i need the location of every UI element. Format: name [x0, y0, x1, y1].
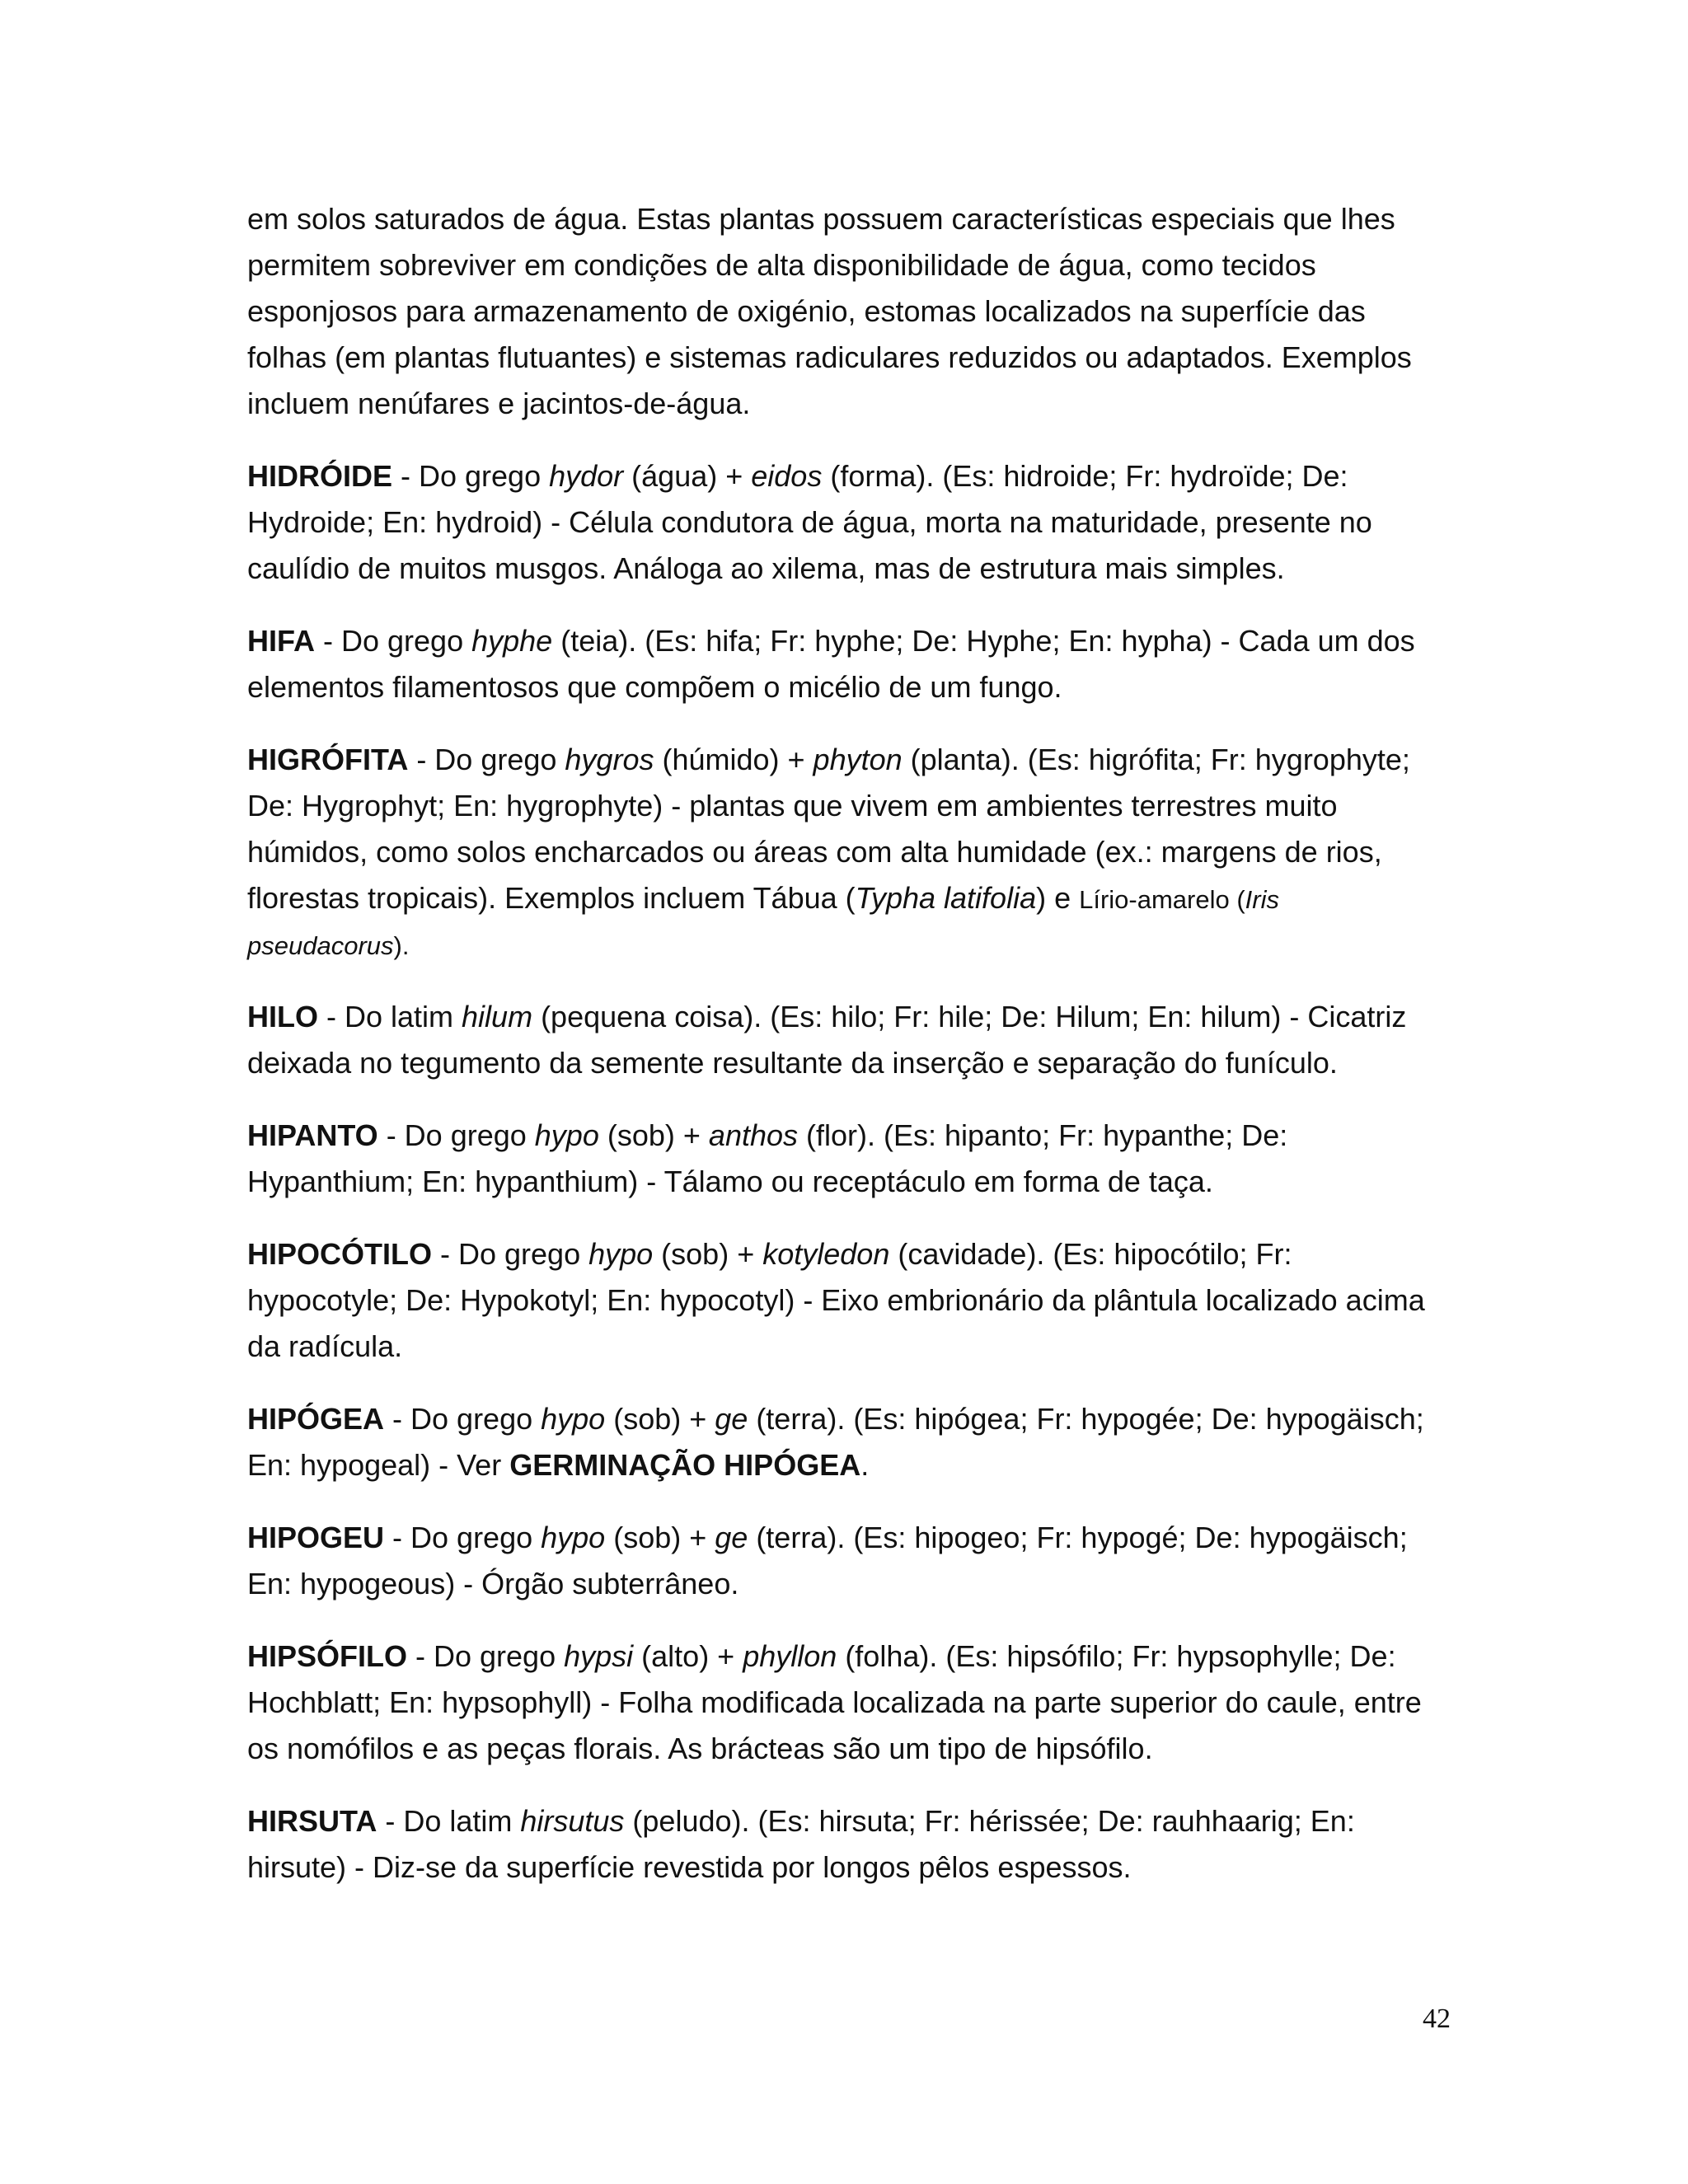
entry-italic-text: ge	[715, 1402, 748, 1436]
entry-italic-text: ge	[715, 1521, 748, 1554]
glossary-entry	[247, 1396, 1442, 1488]
entry-text: (teia). (Es: hifa; Fr: hyphe; De: Hyphe; En: hypha) - Cada um dos elementos filamentosos que compõem o micélio de um fungo.	[247, 624, 1415, 704]
entry-text: - Do grego	[384, 1521, 542, 1554]
entry-text: (água) +	[623, 459, 752, 493]
entry-small-text: ).	[393, 931, 410, 960]
entry-italic-text: kotyledon	[762, 1237, 890, 1271]
entry-text: - Do grego	[315, 624, 472, 658]
entry-text: - Do grego	[432, 1237, 589, 1271]
continued-paragraph	[247, 196, 1442, 427]
entry-text: - Do latim	[318, 1000, 462, 1033]
entry-text: ) e	[1036, 881, 1080, 915]
entry-text: (pequena coisa). (Es: hilo; Fr: hile; De: Hilum; En: hilum) - Cicatriz deixada no tegumento da semente resultante da inserção e separação do funículo.	[247, 1000, 1407, 1080]
entry-italic-text: eidos	[751, 459, 823, 493]
entry-italic-text: hyphe	[471, 624, 553, 658]
entry-italic-text: phyllon	[743, 1639, 837, 1673]
entry-text: - Do grego	[392, 459, 550, 493]
entry-text: - Do grego	[407, 1639, 565, 1673]
glossary-entry	[247, 1113, 1442, 1205]
entry-text: (peludo). (Es: hirsuta; Fr: hérissée; De: rauhhaarig; En: hirsute) - Diz-se da superfície revestida por longos pêlos espessos.	[247, 1804, 1355, 1884]
entry-text: - Do grego	[384, 1402, 542, 1436]
entry-text: - Do latim	[377, 1804, 521, 1838]
entry-text: - Do grego	[408, 743, 565, 776]
entry-text: .	[860, 1448, 870, 1482]
entry-italic-text: hypo	[588, 1237, 654, 1271]
entry-italic-text: hirsutus	[520, 1804, 625, 1838]
entry-italic-text: anthos	[708, 1118, 799, 1152]
entry-text: (húmido) +	[654, 743, 814, 776]
entry-text: (sob) +	[653, 1237, 763, 1271]
entry-italic-text: hilum	[462, 1000, 533, 1033]
entry-italic-text: hydor	[549, 459, 624, 493]
entry-italic-text: Typha latifolia	[855, 881, 1037, 915]
entry-italic-text: hypo	[541, 1521, 606, 1554]
entry-small-text: Lírio-amarelo (	[1079, 885, 1245, 914]
entry-term: GERMINAÇÃO HIPÓGEA	[509, 1448, 861, 1482]
glossary-entry	[247, 737, 1442, 968]
entry-small-italic-text: Iris pseudacorus	[247, 885, 1279, 960]
entry-term: HIGRÓFITA	[247, 743, 409, 776]
entry-text: (terra). (Es: hipógea; Fr: hypogée; De: hypogäisch; En: hypogeal) - Ver	[247, 1402, 1424, 1482]
glossary-entry	[247, 453, 1442, 592]
glossary-entry	[247, 1231, 1442, 1370]
glossary-entry	[247, 1798, 1442, 1891]
glossary-entry	[247, 1633, 1442, 1772]
entry-term: HILO	[247, 1000, 318, 1033]
entry-text: (sob) +	[605, 1402, 715, 1436]
glossary-entry	[247, 994, 1442, 1086]
entry-text: (sob) +	[598, 1118, 709, 1152]
glossary-entries	[247, 196, 1442, 1917]
entry-term: HIDRÓIDE	[247, 459, 393, 493]
glossary-entry	[247, 618, 1442, 710]
glossary-entry	[247, 1515, 1442, 1607]
entry-italic-text: phyton	[813, 743, 903, 776]
entry-text: (sob) +	[605, 1521, 715, 1554]
page-number: 42	[1423, 2004, 1451, 2034]
entry-text: (cavidade). (Es: hipocótilo; Fr: hypocotyle; De: Hypokotyl; En: hypocotyl) - Eixo embrionário da plântula localizado acima da radícula.	[247, 1237, 1425, 1363]
entry-term: HIPOCÓTILO	[247, 1237, 432, 1271]
entry-text: (folha). (Es: hipsófilo; Fr: hypsophylle; De: Hochblatt; En: hypsophyll) - Folha modificada localizada na parte superior do caule, entre os nomófilos e as peças florais. As brácteas são um tipo de hipsófilo.	[247, 1639, 1422, 1765]
entry-term: HIPOGEU	[247, 1521, 385, 1554]
entry-term: HIFA	[247, 624, 316, 658]
entry-italic-text: hypo	[534, 1118, 599, 1152]
entry-text: (forma). (Es: hidroide; Fr: hydroïde; De: Hydroide; En: hydroid) - Célula condutora de água, morta na maturidade, presente no caulídio de muitos musgos. Análoga ao xilema, mas de estrutura mais simples.	[247, 459, 1372, 585]
entry-text: em solos saturados de água. Estas plantas possuem características especiais que lhes permitem sobreviver em condições de alta disponibilidade de água, como tecidos esponjosos para armazenamento de oxigénio, estomas localizados na superfície das folhas (em plantas flutuantes) e sistemas radiculares reduzidos ou adaptados. Exemplos incluem nenúfares e jacintos-de-água.	[247, 202, 1412, 420]
entry-text: - Do grego	[377, 1118, 535, 1152]
entry-term: HIPANTO	[247, 1118, 378, 1152]
entry-text: (terra). (Es: hipogeo; Fr: hypogé; De: hypogäisch; En: hypogeous) - Órgão subterrâneo.	[247, 1521, 1408, 1601]
entry-term: HIPÓGEA	[247, 1402, 385, 1436]
entry-italic-text: hypsi	[564, 1639, 634, 1673]
entry-text: (alto) +	[633, 1639, 743, 1673]
entry-italic-text: hygros	[565, 743, 654, 776]
entry-text: (planta). (Es: higrófita; Fr: hygrophyte; De: Hygrophyt; En: hygrophyte) - plantas que vivem em ambientes terrestres muito húmidos, como solos encharcados ou áreas com alta humidade (ex.: margens de rios, florestas tropicais). Exemplos incluem Tábua (	[247, 743, 1410, 915]
entry-term: HIRSUTA	[247, 1804, 377, 1838]
entry-text: (flor). (Es: hipanto; Fr: hypanthe; De: Hypanthium; En: hypanthium) - Tálamo ou receptáculo em forma de taça.	[247, 1118, 1288, 1198]
entry-term: HIPSÓFILO	[247, 1639, 408, 1673]
entry-italic-text: hypo	[541, 1402, 606, 1436]
